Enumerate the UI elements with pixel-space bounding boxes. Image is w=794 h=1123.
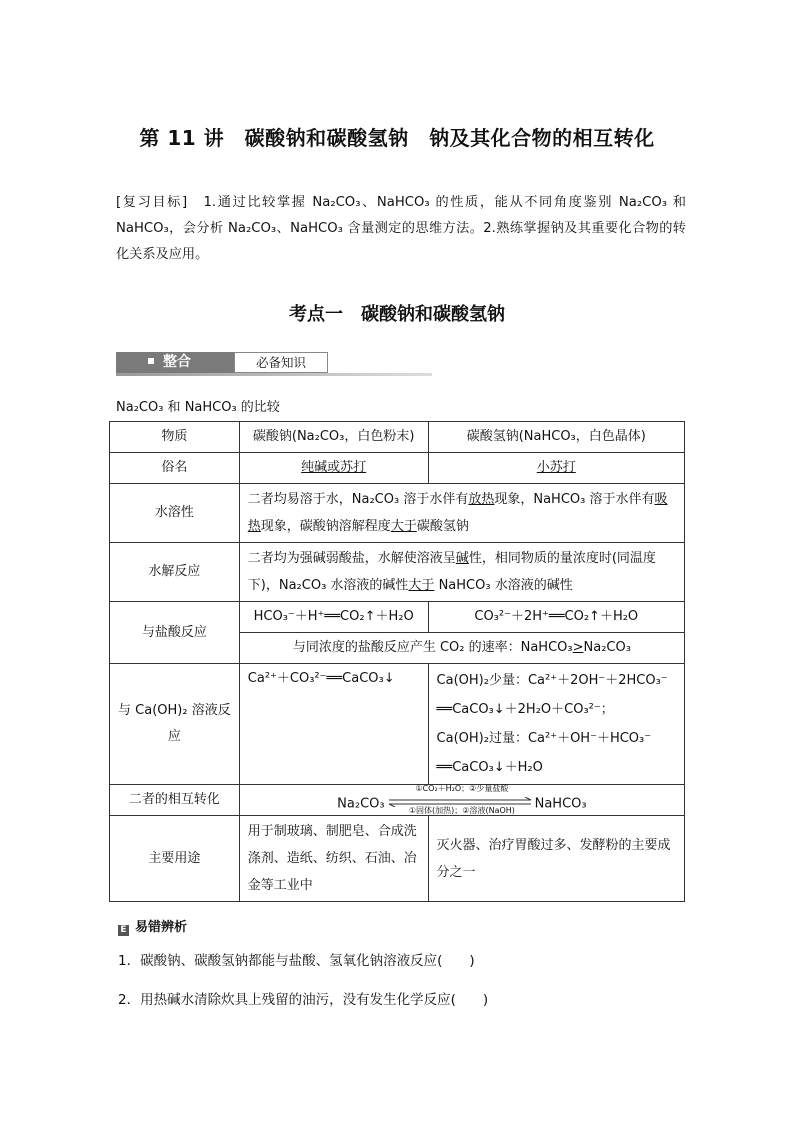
answer-underlined: > <box>572 640 584 655</box>
equation-cell <box>428 664 684 785</box>
table-header-cell: 碳酸氢钠(NaHCO₃，白色晶体) <box>428 422 684 453</box>
table-cell <box>239 484 684 543</box>
answer-underlined: 大于 <box>390 519 417 534</box>
list-item: 2．用热碱水清除炊具上残留的油污，没有发生化学反应( ) <box>118 992 489 1008</box>
equation-cell: CO₃²⁻＋2H⁺══CO₂↑＋H₂O <box>428 602 684 633</box>
error-section-title: 易错辨析 <box>135 920 188 935</box>
banner-underline <box>116 373 432 376</box>
text-span: 二者均易溶于水，Na₂CO₃ 溶于水伴有 <box>247 492 469 507</box>
section-banner <box>116 350 432 376</box>
text-span: 二者均为强碱弱酸盐，水解使溶液呈 <box>247 551 456 566</box>
table-row <box>110 422 685 453</box>
table-header-cell: 物质 <box>110 422 240 453</box>
conversion-cell <box>239 785 684 816</box>
equation-line: ══CaCO₃↓＋H₂O <box>436 760 543 775</box>
banner-left-label: 整合 <box>163 354 191 370</box>
text-span: 现象，NaHCO₃ 溶于水伴有 <box>494 492 655 507</box>
equation-line: Ca(OH)₂少量：Ca²⁺＋2OH⁻＋2HCO₃⁻ <box>436 673 668 688</box>
condition-top: ①CO₂＋H₂O；②少量盐酸 <box>415 784 509 793</box>
square-icon <box>148 358 154 364</box>
table-caption: Na₂CO₃ 和 NaHCO₃ 的比较 <box>116 400 280 415</box>
error-section-heading <box>118 916 187 936</box>
row-label: 水溶性 <box>110 484 240 543</box>
text-span: 与同浓度的盐酸反应产生 CO₂ 的速率：NaHCO₃ <box>292 640 573 655</box>
equation-cell: Ca²⁺＋CO₃²⁻══CaCO₃↓ <box>239 664 428 785</box>
banner-left <box>116 352 234 373</box>
answer-underlined: 碱 <box>455 551 469 566</box>
row-label: 与 Ca(OH)₂ 溶液反应 <box>110 664 240 785</box>
review-goal <box>116 190 686 268</box>
row-label: 俗名 <box>110 453 240 484</box>
table-cell: 灭火器、治疗胃酸过多、发酵粉的主要成分之一 <box>428 816 684 902</box>
table-row <box>110 664 685 785</box>
row-label: 与盐酸反应 <box>110 602 240 664</box>
answer-underlined: 放热 <box>468 492 495 507</box>
answer-underlined: 小苏打 <box>536 460 576 475</box>
answer-underlined: 吸热 <box>247 492 668 534</box>
formula-right: NaHCO₃ <box>534 796 587 812</box>
comparison-table <box>109 421 685 902</box>
table-row <box>110 453 685 484</box>
row-label: 主要用途 <box>110 816 240 902</box>
conversion-diagram <box>248 784 676 815</box>
table-cell: 用于制玻璃、制肥皂、合成洗涤剂、造纸、纺织、石油、冶金等工业中 <box>239 816 428 902</box>
text-span: 性，相同物质的量浓度时(同温度下)，Na₂CO₃ 水溶液的碱性 <box>247 551 656 593</box>
row-label: 水解反应 <box>110 543 240 602</box>
table-cell <box>239 633 684 664</box>
equation-line: ══CaCO₃↓＋2H₂O＋CO₃²⁻； <box>436 702 614 717</box>
equation-line: Ca(OH)₂过量：Ca²⁺＋OH⁻＋HCO₃⁻ <box>436 731 652 746</box>
section-title: 考点一 碳酸钠和碳酸氢钠 <box>289 304 505 325</box>
table-cell <box>239 453 428 484</box>
formula-left: Na₂CO₃ <box>337 796 385 812</box>
page-title: 第 11 讲 碳酸钠和碳酸氢钠 钠及其化合物的相互转化 <box>139 126 655 150</box>
table-row <box>110 785 685 816</box>
text-span: 现象，碳酸钠溶解程度 <box>260 519 391 534</box>
equation-cell: HCO₃⁻＋H⁺══CO₂↑＋H₂O <box>239 602 428 633</box>
table-cell <box>239 543 684 602</box>
review-goal-label: [复习目标] <box>116 195 188 210</box>
answer-underlined: 纯碱或苏打 <box>301 460 367 475</box>
table-row <box>110 602 685 633</box>
condition-bottom: ①固体(加热)；②溶液(NaOH) <box>408 806 515 815</box>
banner-right-label: 必备知识 <box>234 352 328 373</box>
review-goal-text: 1.通过比较掌握 Na₂CO₃、NaHCO₃ 的性质，能从不同角度鉴别 Na₂CO₃ 和 NaHCO₃，会分析 Na₂CO₃、NaHCO₃ 含量测定的思维方法。2.熟练掌握钠及其重要化合物的转化关系及应用。 <box>116 195 686 262</box>
table-header-cell: 碳酸钠(Na₂CO₃，白色粉末) <box>239 422 428 453</box>
list-item: 1．碳酸钠、碳酸氢钠都能与盐酸、氢氧化钠溶液反应( ) <box>118 953 475 969</box>
answer-underlined: 大于 <box>408 578 435 593</box>
row-label: 二者的相互转化 <box>110 785 240 816</box>
error-icon: E <box>118 925 129 936</box>
table-row <box>110 816 685 902</box>
table-row <box>110 484 685 543</box>
table-row <box>110 543 685 602</box>
table-cell <box>428 453 684 484</box>
text-span: 碳酸氢钠 <box>416 519 469 534</box>
text-span: Na₂CO₃ <box>583 640 631 655</box>
text-span: NaHCO₃ 水溶液的碱性 <box>434 578 573 593</box>
